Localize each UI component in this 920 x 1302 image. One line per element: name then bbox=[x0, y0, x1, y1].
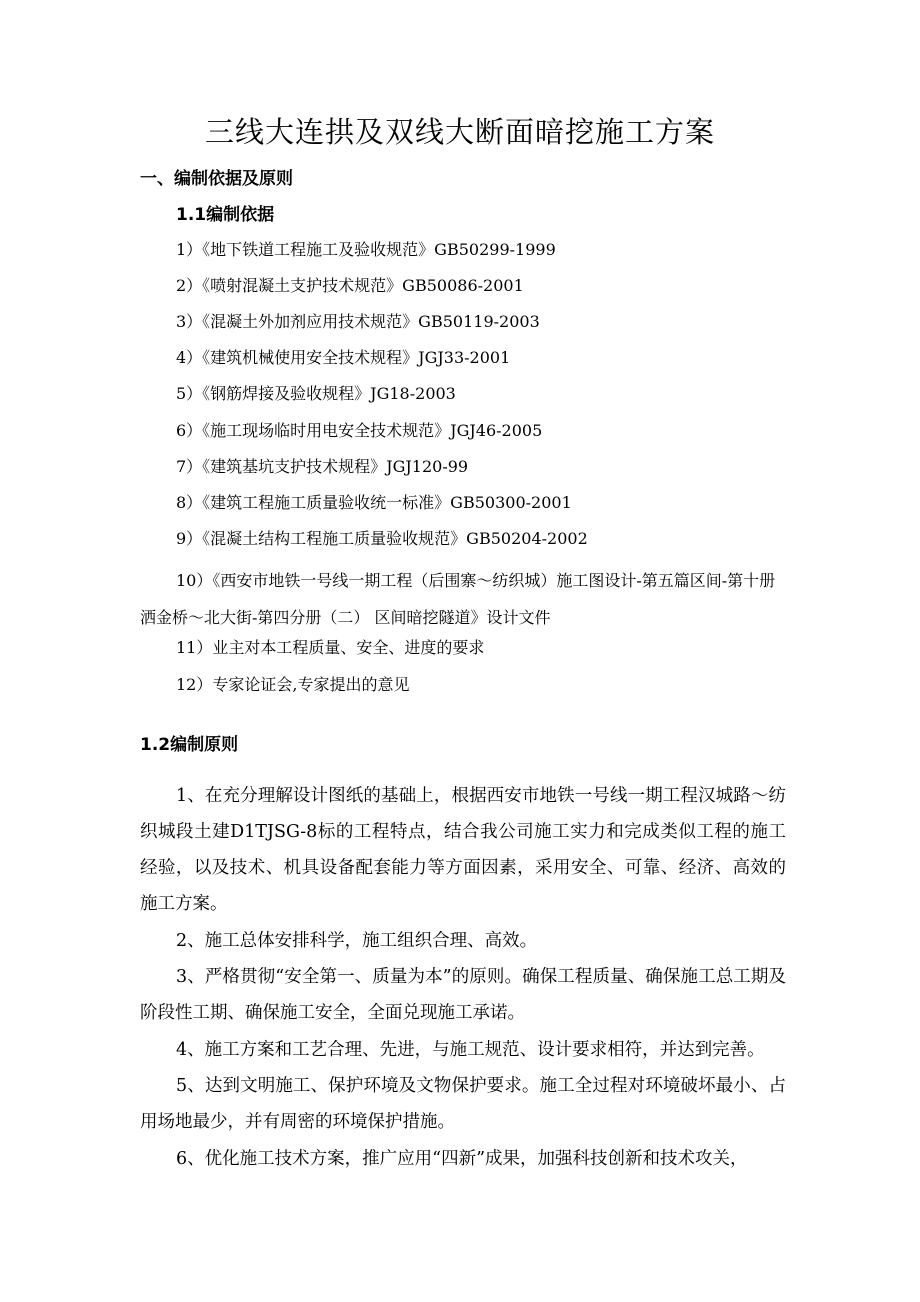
principle-paragraph: 2、施工总体安排科学，施工组织合理、高效。 bbox=[176, 931, 538, 951]
principle-paragraph: 1、在充分理解设计图纸的基础上，根据西安市地铁一号线一期工程汉城路～纺织城段土建D1TJSG-8标的工程特点，结合我公司施工实力和完成类似工程的施工经验，以及技术、机具设备配套能力等方面因素，采用安全、可靠、经济、高效的施工方案。 bbox=[140, 786, 786, 914]
subsection-heading-1-1: 1.1编制依据 bbox=[176, 205, 275, 225]
reference-item: 5）《钢筋焊接及验收规程》JG18-2003 bbox=[176, 384, 456, 403]
reference-item: 9）《混凝土结构工程施工质量验收规范》GB50204-2002 bbox=[176, 529, 588, 548]
reference-item: 1）《地下铁道工程施工及验收规范》GB50299-1999 bbox=[176, 240, 556, 259]
section-heading-1: 一、编制依据及原则 bbox=[140, 169, 293, 189]
principle-paragraph: 4、施工方案和工艺合理、先进，与施工规范、设计要求相符，并达到完善。 bbox=[176, 1040, 765, 1060]
subsection-heading-1-2: 1.2编制原则 bbox=[140, 735, 239, 755]
reference-item: 12）专家论证会,专家提出的意见 bbox=[176, 675, 410, 694]
document-title: 三线大连拱及双线大断面暗挖施工方案 bbox=[204, 115, 715, 149]
reference-item: 2）《喷射混凝土支护技术规范》GB50086-2001 bbox=[176, 276, 524, 295]
principle-paragraph: 5、达到文明施工、保护环境及文物保护要求。施工全过程对环境破坏最小、占用场地最少，并有周密的环境保护措施。 bbox=[140, 1076, 786, 1132]
reference-item: 3）《混凝土外加剂应用技术规范》GB50119-2003 bbox=[176, 312, 540, 331]
reference-item: 11）业主对本工程质量、安全、进度的要求 bbox=[176, 638, 485, 657]
reference-item: 7）《建筑基坑支护技术规程》JGJ120-99 bbox=[176, 457, 469, 476]
principle-paragraph: 6、优化施工技术方案，推广应用“四新”成果，加强科技创新和技术攻关， bbox=[176, 1149, 748, 1169]
reference-item: 10）《西安市地铁一号线一期工程（后围寨～纺织城）施工图设计-第五篇区间-第十册 洒金桥～北大街-第四分册（二） 区间暗挖隧道》设计文件 bbox=[140, 571, 776, 627]
reference-item: 8）《建筑工程施工质量验收统一标准》GB50300-2001 bbox=[176, 493, 572, 512]
reference-item: 4）《建筑机械使用安全技术规程》JGJ33-2001 bbox=[176, 348, 511, 367]
reference-item: 6）《施工现场临时用电安全技术规范》JGJ46-2005 bbox=[176, 421, 543, 440]
principle-paragraph: 3、严格贯彻“安全第一、质量为本”的原则。确保工程质量、确保施工总工期及阶段性工期、确保施工安全，全面兑现施工承诺。 bbox=[140, 967, 786, 1023]
